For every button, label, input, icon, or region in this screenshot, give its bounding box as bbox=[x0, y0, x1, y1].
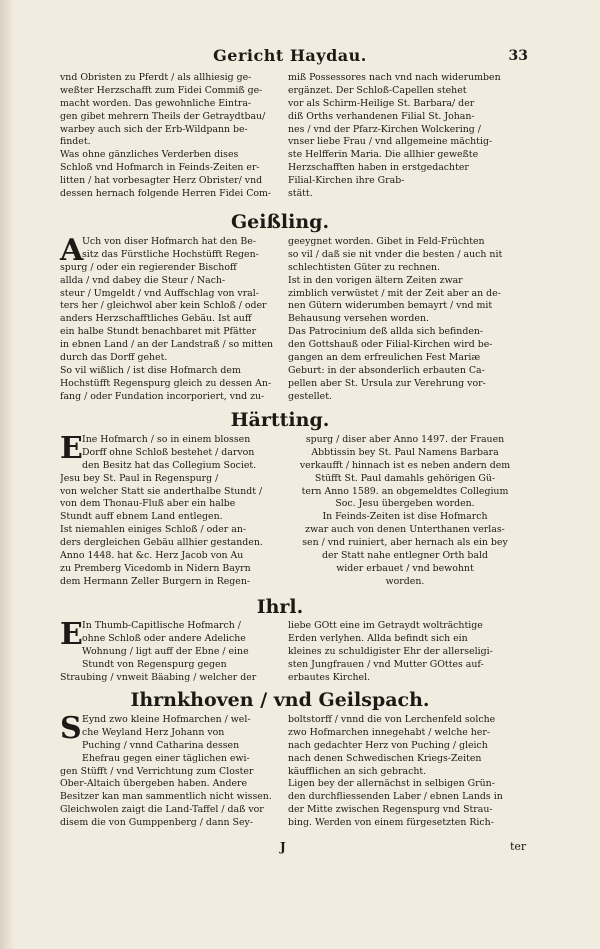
text-line: In Feinds-Zeiten ist dise Hofmarch bbox=[322, 511, 488, 523]
text-line: Ligen bey der allernächst in selbigen Grün- bbox=[288, 778, 495, 790]
text-line: allda / vnd dabey die Steur / Nach- bbox=[60, 274, 226, 286]
text-line: Abbtissin bey St. Paul Namens Barbara bbox=[311, 446, 499, 458]
section5-right-column bbox=[288, 714, 522, 830]
text-line: käufflichen an sich gebracht. bbox=[288, 765, 427, 777]
text-line: ein halbe Stundt benachbaret mit Pfätter bbox=[60, 326, 257, 338]
text-line: disem die von Gumppenberg / dann Sey- bbox=[60, 817, 253, 829]
text-line: diß Orths verhandenen Filial St. Johan- bbox=[288, 110, 475, 122]
text-line: Gleichwolen zaigt die Land-Taffel / daß vor bbox=[60, 804, 264, 816]
text-line: Besitzer kan man sammentlich nicht wissen. bbox=[60, 791, 272, 803]
text-line: Soc. Jesu übergeben worden. bbox=[335, 498, 475, 510]
drop-cap-e: E bbox=[60, 617, 83, 652]
text-line: Anno 1448. hat &c. Herz Jacob von Au bbox=[60, 550, 244, 562]
text-line: wider erbauet / vnd bewohnt bbox=[336, 562, 474, 574]
section3-left-column bbox=[60, 431, 275, 589]
text-line: miß Possessores nach vnd nach widerumben bbox=[288, 72, 501, 83]
text-line: durch das Dorff gehet. bbox=[60, 352, 168, 364]
section1-left-column bbox=[60, 72, 275, 201]
text-line: Puching / vnnd Catharina dessen bbox=[82, 739, 240, 751]
text-line: tern Anno 1589. an obgemeldtes Collegium bbox=[301, 485, 509, 497]
catchword: ter bbox=[510, 840, 527, 853]
text-line: bing. Werden von einem fürgesetzten Rich- bbox=[288, 817, 494, 829]
text-line: Ehefrau gegen einer täglichen ewi- bbox=[82, 752, 250, 764]
text-line: dessen hernach folgende Herren Fidei Com- bbox=[60, 188, 272, 200]
text-line: Erden verlyhen. Allda befindt sich ein bbox=[288, 632, 468, 644]
text-line: Was ohne gänzliches Verderben dises bbox=[60, 149, 239, 161]
text-line: ste Helfferin Maria. Die allhier geweßte bbox=[288, 149, 479, 161]
text-line: zimblich verwüstet / mit der Zeit aber an de- bbox=[288, 287, 501, 299]
text-line: schlechtisten Güter zu rechnen. bbox=[288, 261, 441, 273]
text-line: Ober-Altaich übergeben haben. Andere bbox=[60, 778, 248, 790]
text-line: spurg / oder ein regierender Bischoff bbox=[60, 261, 237, 273]
section-heading-haertting: Härtting. bbox=[230, 409, 330, 431]
section5-left-column bbox=[60, 711, 275, 830]
drop-cap-a: A bbox=[60, 233, 84, 268]
section2-right-column bbox=[288, 236, 522, 404]
text-line: den durchfliessenden Laber / ebnen Lands in bbox=[288, 791, 503, 803]
text-line: Dorff ohne Schloß bestehet / darvon bbox=[82, 446, 255, 458]
text-line: nach denen Schwedischen Kriegs-Zeiten bbox=[288, 752, 482, 764]
text-line: in ebnen Land / an der Landstraß / so mitten bbox=[60, 339, 274, 351]
text-line: vnd Obristen zu Pferdt / als allhiesig ge- bbox=[60, 72, 252, 83]
text-line: Eynd zwo kleine Hofmarchen / wel- bbox=[82, 714, 251, 725]
text-line: che Weyland Herz Johann von bbox=[82, 726, 225, 738]
text-line: Filial-Kirchen ihre Grab- bbox=[288, 175, 405, 187]
text-line: warbey auch sich der Erb-Wildpann be- bbox=[60, 123, 248, 135]
section2-left-column bbox=[60, 233, 275, 404]
text-line: Jesu bey St. Paul in Regenspurg / bbox=[60, 472, 219, 484]
text-line: zwo Hofmarchen innegehabt / welche her- bbox=[288, 726, 491, 738]
text-line: Das Patrocinium deß allda sich befinden- bbox=[288, 326, 484, 338]
page-header bbox=[60, 46, 528, 68]
text-line: Ist in den vorigen ältern Zeiten zwar bbox=[288, 274, 463, 286]
text-line: Schloß vnd Hofmarch in Feinds-Zeiten er- bbox=[60, 162, 260, 174]
text-line: litten / hat vorbesagter Herz Obrister/ vnd bbox=[60, 175, 263, 187]
text-line: sen / vnd ruiniert, aber hernach als ein bey bbox=[302, 537, 508, 549]
section-heading-geissling: Geißling. bbox=[230, 211, 330, 233]
text-line: gestellet. bbox=[288, 390, 332, 402]
text-line: nen Gütern widerumben bemayrt / vnd mit bbox=[288, 300, 493, 312]
text-line: sitz das Fürstliche Hochstüfft Regen- bbox=[82, 248, 259, 260]
drop-cap-s: S bbox=[60, 711, 82, 746]
section-heading-ihrnkhoven: Ihrnkhoven / vnd Geilspach. bbox=[130, 689, 430, 711]
text-line: In Thumb-Capitlische Hofmarch / bbox=[82, 620, 241, 631]
text-line: weßter Herzschafft zum Fidei Commiß ge- bbox=[60, 84, 263, 96]
section4-right-column bbox=[288, 620, 522, 684]
text-line: boltstorff / vnnd die von Lerchenfeld solche bbox=[288, 714, 496, 725]
text-line: Stüfft St. Paul damahls gehörigen Gü- bbox=[314, 472, 496, 484]
text-line: ters her / gleichwol aber kein Schloß / oder bbox=[60, 300, 267, 312]
text-line: zu Premberg Vicedomb in Nidern Bayrn bbox=[60, 562, 251, 574]
drop-cap-e: E bbox=[60, 431, 83, 466]
text-line: Ist niemahlen einiges Schloß / oder an- bbox=[60, 524, 247, 536]
text-line: nach gedachter Herz von Puching / gleich bbox=[288, 739, 488, 751]
text-line: findet. bbox=[60, 136, 91, 148]
text-line: anders Herzschafftliches Gebäu. Ist auff bbox=[60, 313, 252, 325]
text-line: Wohnung / ligt auff der Ebne / eine bbox=[82, 645, 249, 657]
text-line: den Gottshauß oder Filial-Kirchen wird be- bbox=[288, 339, 493, 351]
text-line: Stundt von Regenspurg gegen bbox=[82, 658, 227, 670]
text-line: vor als Schirm-Heilige St. Barbara/ der bbox=[288, 97, 475, 109]
text-line: zwar auch von denen Unterthanen verlas- bbox=[305, 524, 505, 536]
text-line: sten Jungfrauen / vnd Mutter GOttes auf- bbox=[288, 658, 484, 670]
text-line: Straubing / vnweit Bäabing / welcher der bbox=[60, 671, 257, 683]
section3-right-column bbox=[288, 434, 522, 589]
text-line: Hochstüfft Regenspurg gleich zu dessen An- bbox=[60, 377, 272, 389]
text-line: nes / vnd der Pfarz-Kirchen Wolckering / bbox=[288, 123, 481, 135]
running-head: Gericht Haydau. bbox=[213, 46, 367, 65]
text-line: gangen an dem erfreulichen Fest Mariæ bbox=[288, 352, 481, 364]
text-line: stätt. bbox=[288, 188, 313, 200]
text-line: ergänzet. Der Schloß-Capellen stehet bbox=[288, 84, 467, 96]
text-line: Stundt auff ebnem Land entlegen. bbox=[60, 511, 223, 523]
text-line: der Statt nahe entlegner Orth bald bbox=[322, 550, 488, 562]
text-line: den Besitz hat das Collegium Societ. bbox=[82, 459, 257, 471]
text-line: Geburt: in der absonderlich erbauten Ca- bbox=[288, 364, 485, 376]
text-line: Ine Hofmarch / so in einem blossen bbox=[82, 434, 251, 445]
text-line: vnser liebe Frau / vnd allgemeine mächtig- bbox=[288, 136, 493, 148]
section4-left-column bbox=[60, 617, 275, 684]
text-line: steur / Umgeldt / vnd Auffschlag von vral- bbox=[60, 287, 259, 299]
text-line: geeygnet worden. Gibet in Feld-Früchten bbox=[288, 236, 485, 247]
text-line: spurg / diser aber Anno 1497. der Frauen bbox=[305, 434, 505, 445]
text-line: dem Hermann Zeller Burgern in Regen- bbox=[60, 575, 251, 587]
signature-mark: J bbox=[280, 840, 286, 854]
text-line: kleines zu schuldigister Ehr der allerseligi- bbox=[288, 645, 493, 657]
text-line: worden. bbox=[385, 575, 425, 587]
text-line: gen Stüfft / vnd Verrichtung zum Closter bbox=[60, 765, 254, 777]
text-line: so vil / daß sie nit vnder die besten / auch nit bbox=[288, 248, 503, 260]
section-heading-ihrl: Ihrl. bbox=[256, 596, 304, 618]
text-line: Herzschafften haben in erstgedachter bbox=[288, 162, 469, 174]
text-line: der Mitte zwischen Regenspurg vnd Strau- bbox=[288, 804, 493, 816]
text-line: verkaufft / hinnach ist es neben andern dem bbox=[299, 459, 511, 471]
text-line: fang / oder Fundation incorporiert, vnd zu- bbox=[60, 390, 265, 402]
text-line: erbautes Kirchel. bbox=[288, 671, 371, 683]
section1-right-column bbox=[288, 72, 522, 201]
text-line: pellen aber St. Ursula zur Verehrung vor- bbox=[288, 377, 486, 389]
page-number: 33 bbox=[508, 48, 528, 64]
text-line: Uch von diser Hofmarch hat den Be- bbox=[82, 236, 257, 247]
text-line: ders dergleichen Gebäu allhier gestanden. bbox=[60, 537, 263, 549]
text-line: macht worden. Das gewohnliche Eintra- bbox=[60, 97, 252, 109]
text-line: von dem Thonau-Fluß aber ein halbe bbox=[60, 498, 236, 510]
text-line: So vil wißlich / ist dise Hofmarch dem bbox=[60, 364, 241, 376]
text-line: Behausung versehen worden. bbox=[288, 313, 429, 325]
text-line: ohne Schloß oder andere Adeliche bbox=[82, 632, 246, 644]
text-line: liebe GOtt eine im Getraydt wolträchtige bbox=[288, 620, 483, 631]
text-line: von welcher Statt sie anderthalbe Stundt / bbox=[60, 485, 263, 497]
text-line: gen gibet mehrern Theils der Getraydtbau/ bbox=[60, 110, 266, 122]
